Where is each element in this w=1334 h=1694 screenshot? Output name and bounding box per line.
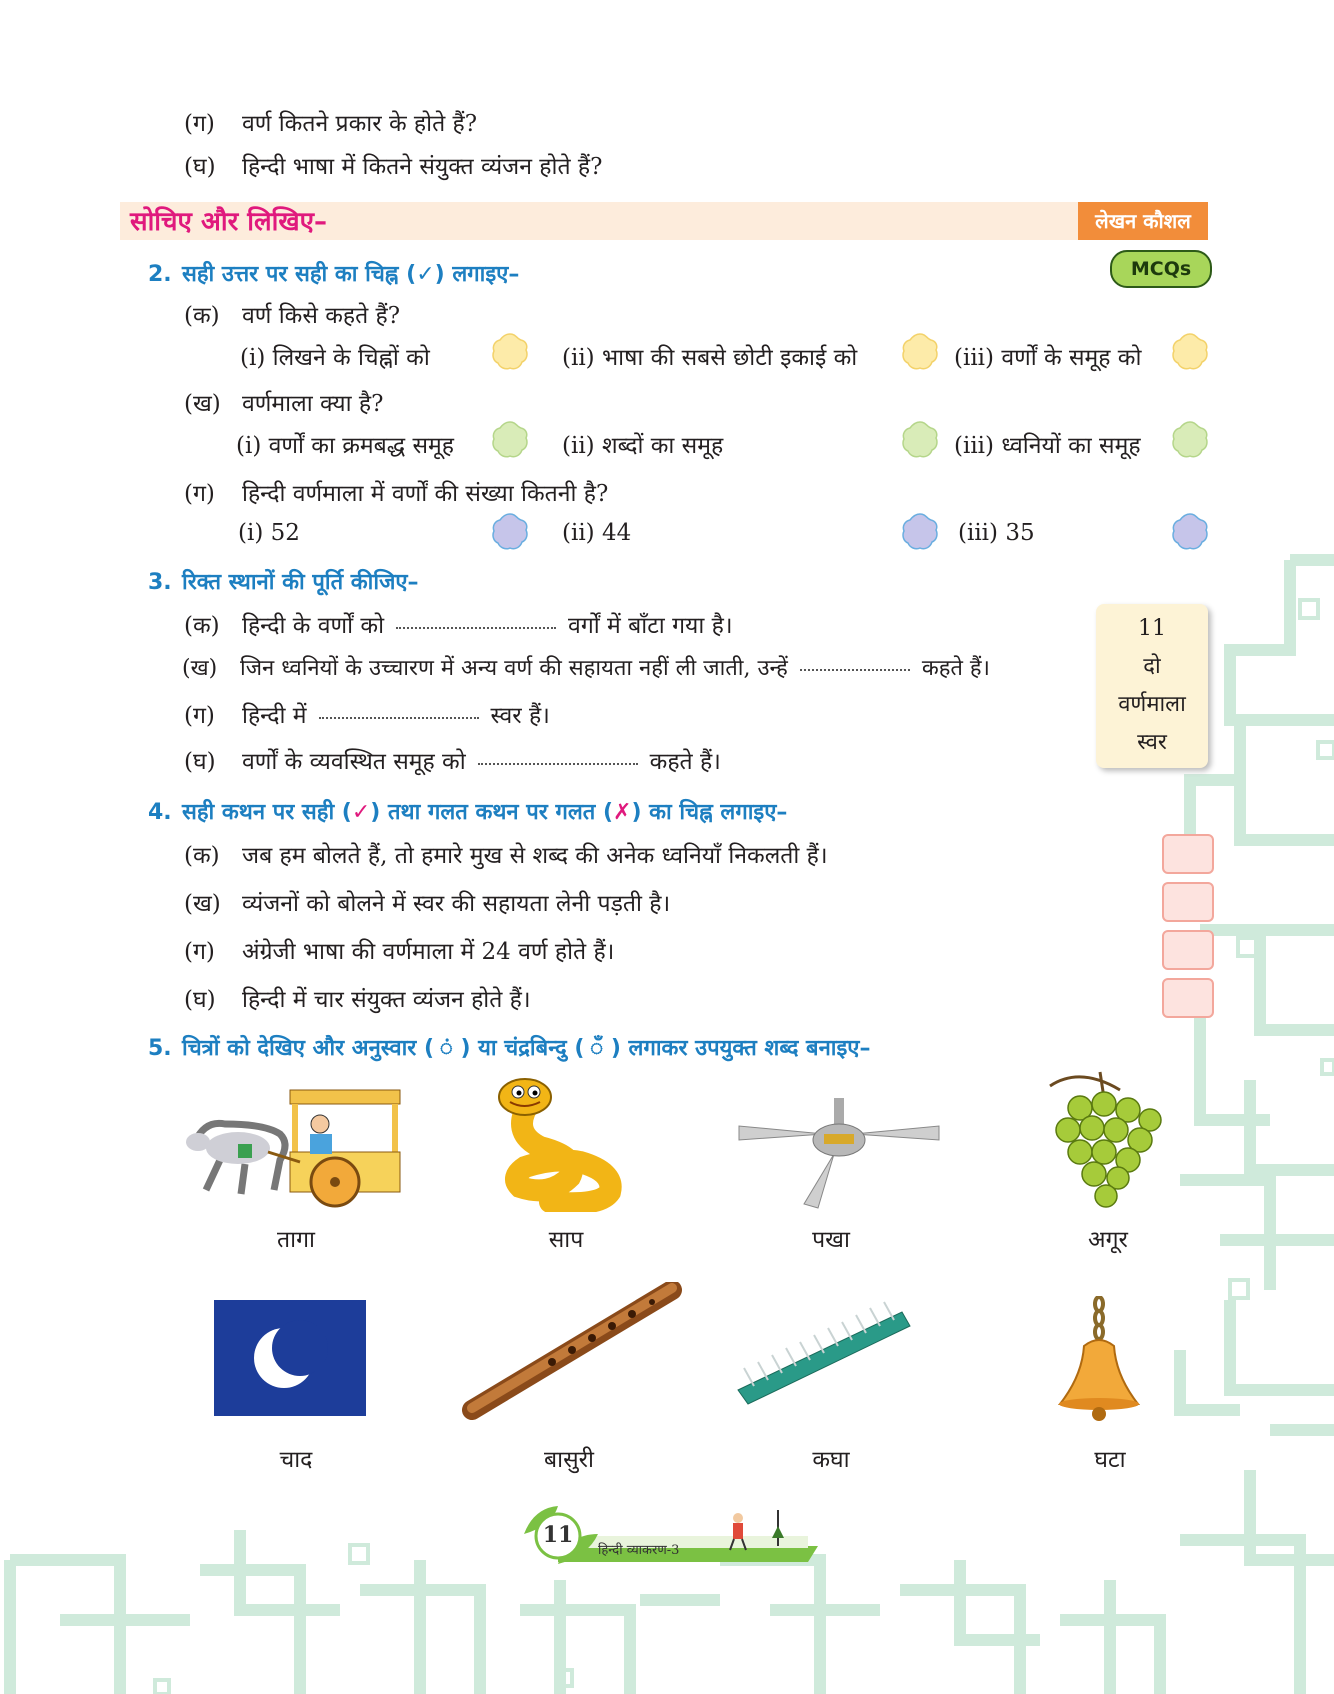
item-label: (घ) (184, 749, 216, 775)
blank-field[interactable] (319, 717, 479, 719)
q3-item (184, 744, 721, 776)
answer-flower[interactable] (490, 332, 530, 372)
question-label: (ग) (184, 111, 215, 137)
item-text: कहते हैं। (921, 656, 990, 681)
answer-flower[interactable] (900, 420, 940, 460)
item-label: (क) (184, 303, 220, 329)
item-text: स्वर हैं। (490, 703, 550, 729)
item-label: (ग) (184, 481, 215, 507)
item-text: वर्णों के व्यवस्थित समूह को (242, 749, 466, 775)
item-label: (ग) (184, 939, 215, 965)
snake-image (490, 1072, 630, 1212)
item-text: वर्गों में बाँटा गया है। (568, 613, 733, 639)
q4-item (184, 982, 531, 1014)
item-label: (क) (184, 843, 220, 869)
page-number: 11 (542, 1522, 574, 1548)
true-false-box[interactable] (1162, 978, 1214, 1018)
comb-image (734, 1294, 914, 1414)
blank-field[interactable] (800, 669, 910, 671)
tick-icon: ✓ (351, 800, 371, 825)
q3-item (184, 698, 550, 730)
q2-item-kha (184, 386, 383, 418)
grapes-image (1040, 1068, 1170, 1218)
answer-flower[interactable] (1170, 332, 1210, 372)
q5-heading (148, 1032, 870, 1062)
answer-flower[interactable] (900, 512, 940, 552)
skill-tag: लेखन कौशल (1078, 202, 1208, 240)
q4-number: 4. (148, 800, 172, 825)
item-text: वर्णमाला क्या है? (242, 391, 384, 417)
horse-cart-image (180, 1082, 410, 1212)
q3-item (184, 608, 733, 640)
word-box-item: दो (1143, 654, 1161, 679)
mcq-badge: MCQs (1110, 250, 1212, 288)
q4-title-part: सही कथन पर सही ( (182, 800, 352, 825)
answer-flower[interactable] (490, 512, 530, 552)
q3-number: 3. (148, 570, 172, 595)
flute-image (462, 1282, 686, 1422)
q4-heading (148, 796, 787, 826)
q2-item-ga (184, 476, 608, 508)
item-text: व्यंजनों को बोलने में स्वर की सहायता लेनी पड़ती है। (242, 891, 671, 917)
item-text: हिन्दी में चार संयुक्त व्यंजन होते हैं। (242, 987, 531, 1013)
option-text: (ii) शब्दों का समूह (562, 433, 724, 459)
image-caption: कघा (812, 1447, 850, 1473)
bell-image (1054, 1296, 1144, 1426)
q5-number: 5. (148, 1036, 172, 1061)
item-label: (ख) (184, 891, 221, 917)
moon-image (214, 1300, 366, 1416)
blank-field[interactable] (478, 763, 638, 765)
option-text: (i) लिखने के चिह्नों को (240, 345, 430, 371)
item-text: हिन्दी के वर्णों को (242, 613, 385, 639)
true-false-box[interactable] (1162, 930, 1214, 970)
word-box-item: 11 (1138, 616, 1166, 641)
option-text: (iii) 35 (958, 520, 1035, 546)
item-text: हिन्दी में (242, 703, 307, 729)
image-caption: पखा (812, 1227, 850, 1253)
item-label: (ख) (184, 391, 221, 417)
q2-heading (148, 258, 519, 288)
section-title: सोचिए और लिखिए– (130, 207, 328, 237)
item-text: जब हम बोलते हैं, तो हमारे मुख से शब्द की अनेक ध्वनियाँ निकलती हैं। (242, 843, 828, 869)
q4-item (184, 838, 828, 870)
q3-heading (148, 566, 419, 596)
word-box-item: वर्णमाला (1118, 692, 1186, 717)
blank-field[interactable] (396, 627, 556, 629)
q4-item (184, 934, 614, 966)
image-caption: बासुरी (543, 1447, 594, 1473)
option-text: (i) 52 (238, 520, 300, 546)
item-label: (ख) (182, 656, 218, 681)
answer-flower[interactable] (490, 420, 530, 460)
q3-item (182, 652, 990, 682)
option-text: (i) वर्णों का क्रमबद्ध समूह (236, 433, 454, 459)
answer-flower[interactable] (1170, 512, 1210, 552)
answer-flower[interactable] (900, 332, 940, 372)
question-gha (184, 149, 602, 181)
item-label: (क) (184, 613, 220, 639)
q2-item-ka (184, 298, 400, 330)
item-label: (घ) (184, 987, 216, 1013)
image-caption: घटा (1094, 1447, 1126, 1473)
book-title: हिन्दी व्याकरण-3 (598, 1543, 680, 1558)
true-false-box[interactable] (1162, 834, 1214, 874)
image-caption: अगूर (1088, 1227, 1128, 1253)
cross-icon: ✗ (613, 800, 632, 825)
q3-title: रिक्त स्थानों की पूर्ति कीजिए– (182, 570, 419, 595)
option-text: (ii) भाषा की सबसे छोटी इकाई को (562, 345, 858, 371)
true-false-box[interactable] (1162, 882, 1214, 922)
item-text: अंग्रेजी भाषा की वर्णमाला में 24 वर्ण होते हैं। (242, 939, 615, 965)
question-text: हिन्दी भाषा में कितने संयुक्त व्यंजन होते हैं? (242, 154, 603, 180)
question-text: वर्ण कितने प्रकार के होते हैं? (242, 111, 478, 137)
image-caption: तागा (277, 1227, 315, 1253)
word-box (1096, 604, 1208, 768)
question-ga (184, 106, 477, 138)
item-text: वर्ण किसे कहते हैं? (242, 303, 401, 329)
fan-image (734, 1094, 944, 1214)
q5-title: चित्रों को देखिए और अनुस्वार ( ं ) या चंद्रबिन्दु ( ँ ) लगाकर उपयुक्त शब्द बनाइए– (182, 1036, 871, 1061)
item-text: कहते हैं। (649, 749, 721, 775)
q2-number: 2. (148, 262, 172, 287)
q2-title: सही उत्तर पर सही का चिह्न (✓) लगाइए– (182, 262, 520, 287)
item-text: हिन्दी वर्णमाला में वर्णों की संख्या कितनी है? (242, 481, 609, 507)
word-box-item: स्वर (1137, 730, 1167, 755)
q4-title-part: ) तथा गलत कथन पर गलत ( (370, 800, 613, 825)
question-label: (घ) (184, 154, 216, 180)
answer-flower[interactable] (1170, 420, 1210, 460)
image-caption: चाद (279, 1447, 313, 1473)
q4-title-part: ) का चिह्न लगाइए– (631, 800, 788, 825)
item-label: (ग) (184, 703, 215, 729)
item-text: जिन ध्वनियों के उच्चारण में अन्य वर्ण की सहायता नहीं ली जाती, उन्हें (240, 656, 788, 681)
option-text: (iii) ध्वनियों का समूह (954, 433, 1141, 459)
option-text: (ii) 44 (562, 520, 632, 546)
q4-item (184, 886, 670, 918)
image-caption: साप (548, 1227, 584, 1253)
option-text: (iii) वर्णों के समूह को (954, 345, 1142, 371)
